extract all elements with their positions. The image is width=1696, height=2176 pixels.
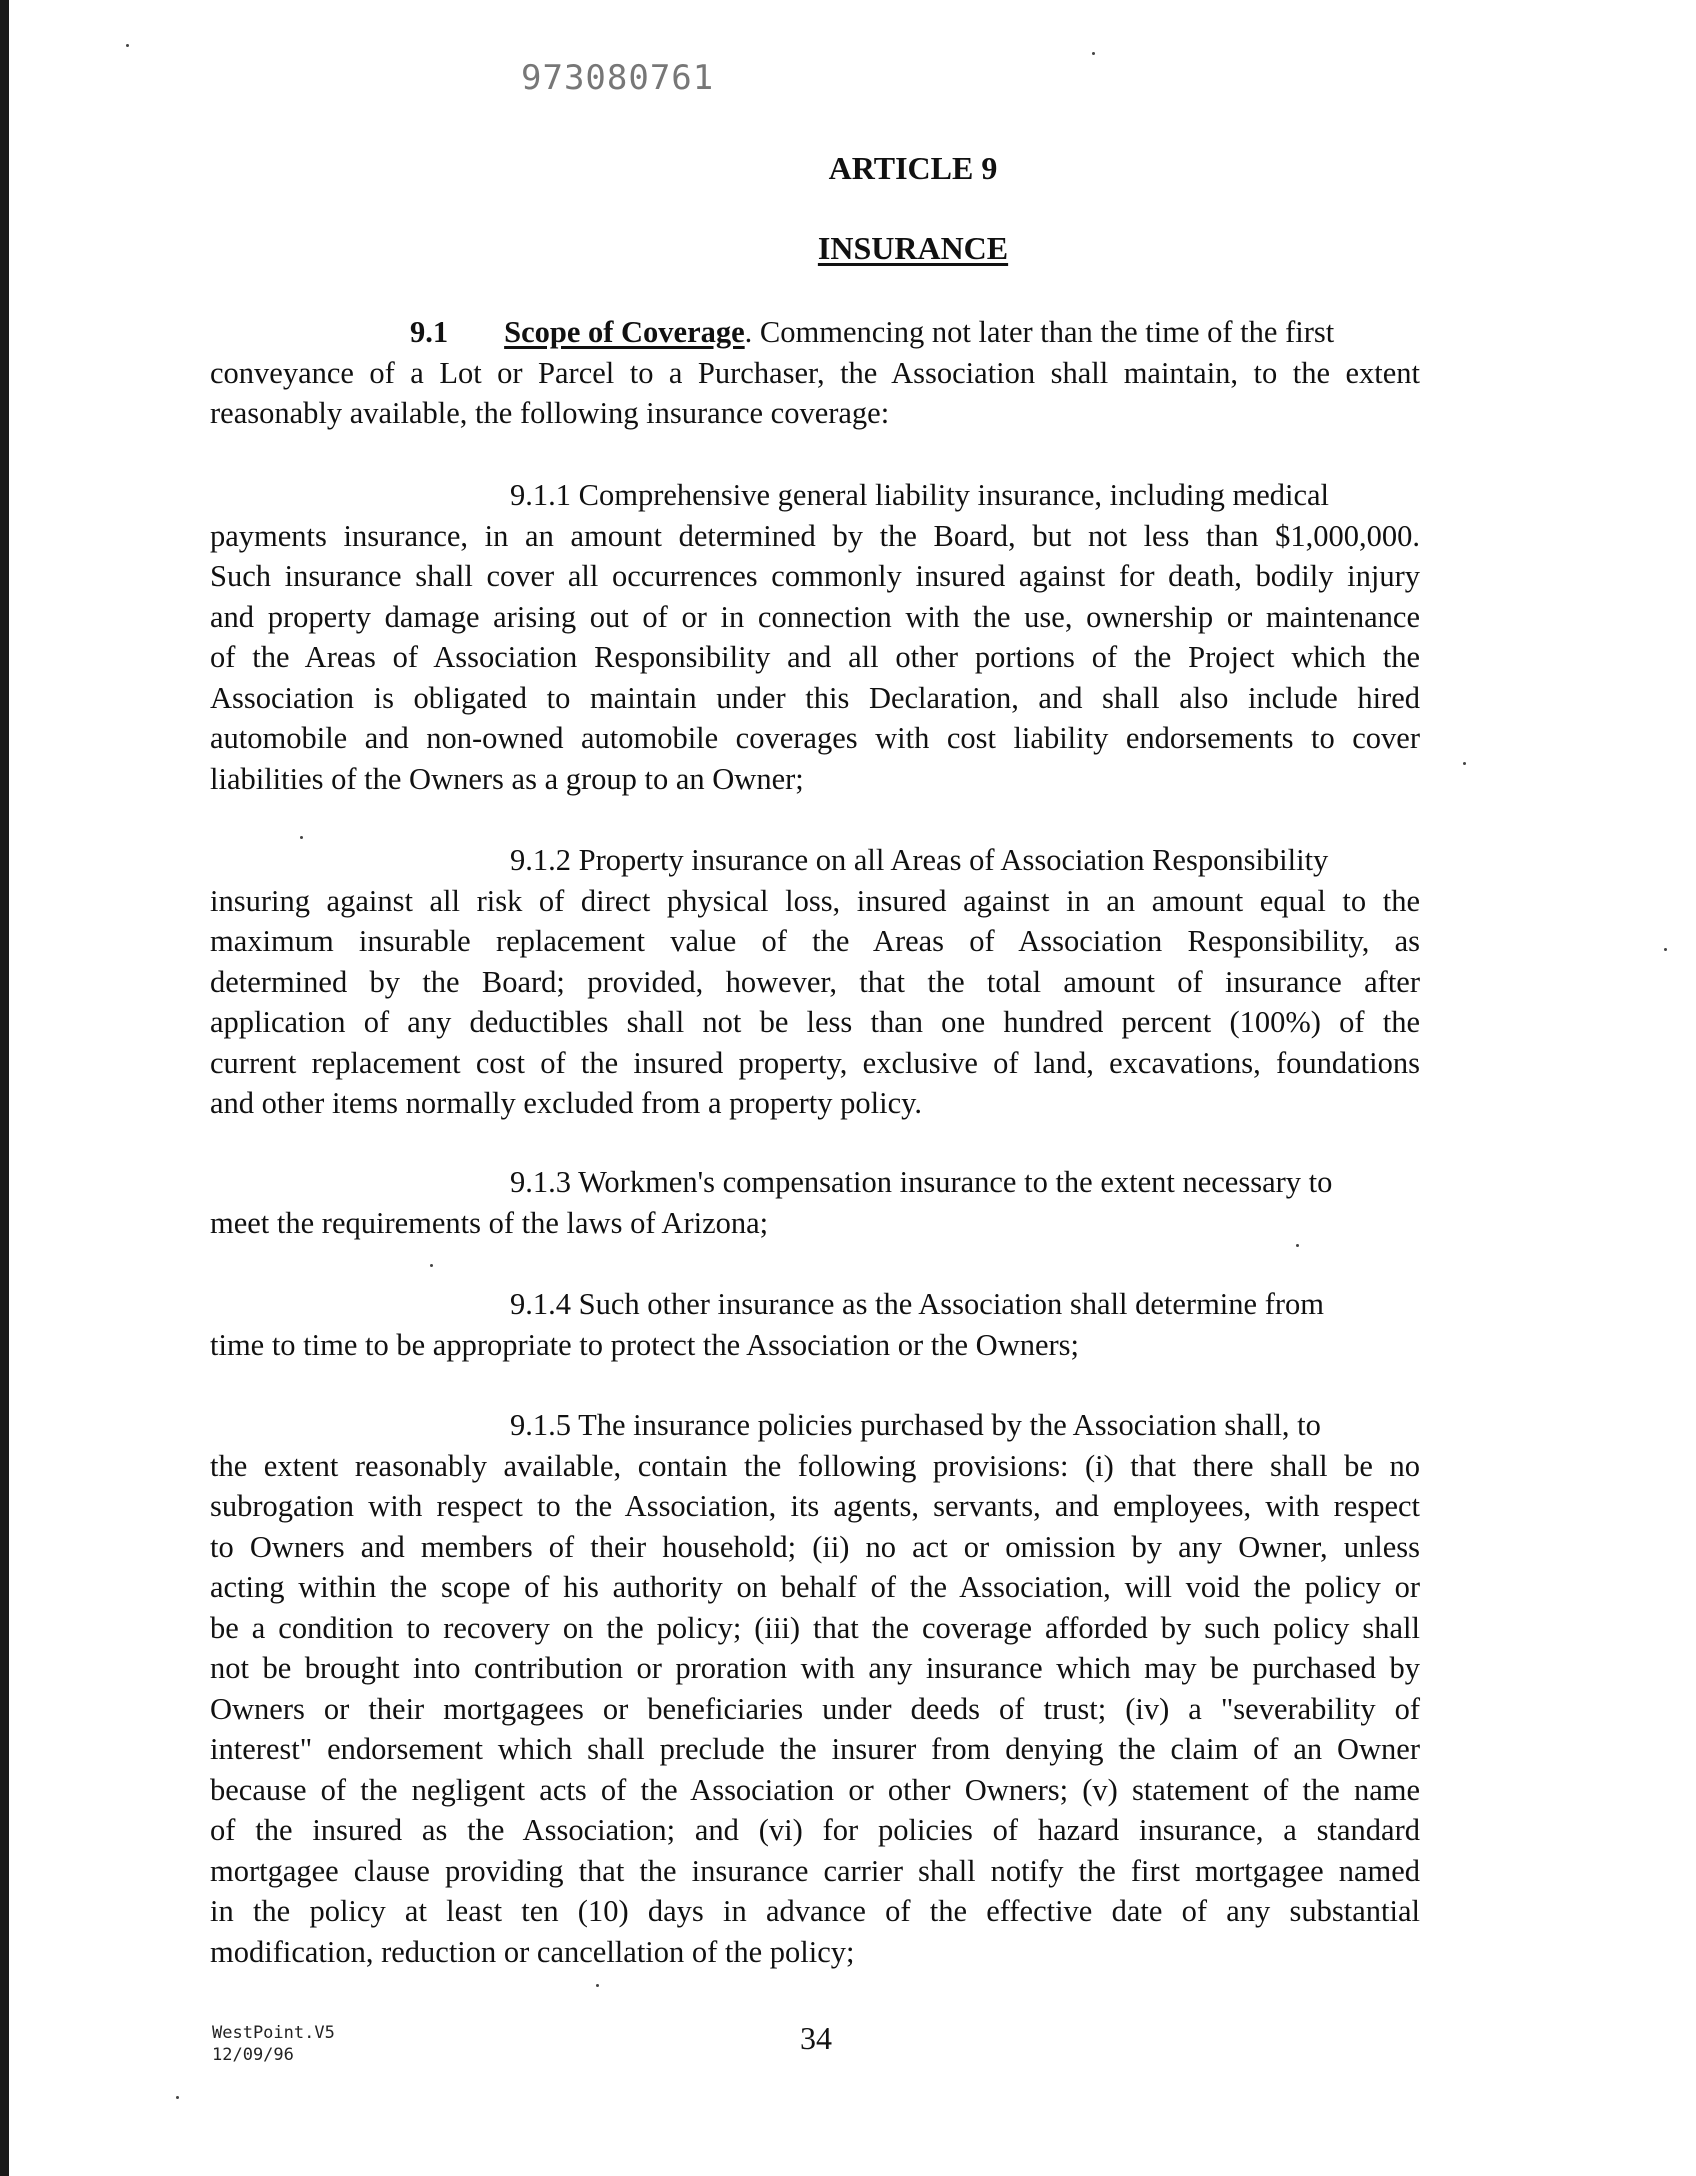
- paragraph-line: of the Areas of Association Responsibility and all other portions of the Project which the: [210, 640, 1420, 674]
- paragraph-line: mortgagee clause providing that the insurance carrier shall notify the first mortgagee named: [210, 1853, 1420, 1888]
- paragraph-line: and property damage arising out of or in connection with the use, ownership or maintenance: [210, 599, 1420, 634]
- paragraph-line: reasonably available, the following insurance coverage:: [210, 396, 890, 430]
- paragraph-line: Association is obligated to maintain under this Declaration, and shall also include hired: [210, 680, 1420, 715]
- paragraph-line: 9.1.3 Workmen's compensation insurance to the extent necessary to: [510, 1165, 1333, 1199]
- footer-date: 12/09/96: [212, 2045, 294, 2065]
- scan-left-edge: [0, 0, 9, 2176]
- section-title: Scope of Coverage: [504, 315, 745, 349]
- paragraph-line: 9.1.4 Such other insurance as the Association shall determine from: [510, 1287, 1324, 1321]
- paragraph-line: conveyance of a Lot or Parcel to a Purchaser, the Association shall maintain, to the extent: [210, 355, 1420, 390]
- paragraph-line: not be brought into contribution or proration with any insurance which may be purchased by: [210, 1651, 1420, 1685]
- paragraph-line: meet the requirements of the laws of Arizona;: [210, 1205, 769, 1240]
- scan-speck: [176, 2096, 179, 2099]
- paragraph-line: the extent reasonably available, contain the following provisions: (i) that there shall be no: [210, 1448, 1420, 1483]
- paragraph-line: subrogation with respect to the Association, its agents, servants, and employees, with respect: [210, 1489, 1420, 1523]
- paragraph-line: 9.1.5 The insurance policies purchased by the Association shall, to: [510, 1408, 1321, 1442]
- paragraph-line: to Owners and members of their household; (ii) no act or omission by any Owner, unless: [210, 1529, 1420, 1564]
- footer-file-name: WestPoint.V5: [212, 2023, 335, 2043]
- paragraph-line: 9.1.2 Property insurance on all Areas of Association Responsibility: [510, 843, 1329, 877]
- paragraph-line: insuring against all risk of direct physical loss, insured against in an amount equal to the: [210, 883, 1420, 918]
- paragraph-9-1-5: [210, 1405, 1420, 1972]
- paragraph-line: time to time to be appropriate to protect the Association or the Owners;: [210, 1327, 1080, 1362]
- paragraph-line: because of the negligent acts of the Association or other Owners; (v) statement of the name: [210, 1772, 1420, 1807]
- section-heading: INSURANCE: [817, 230, 1009, 266]
- scan-speck: [596, 1984, 599, 1987]
- article-title: ARTICLE 9: [828, 150, 998, 186]
- paragraph-line: and other items normally excluded from a property policy.: [210, 1086, 923, 1120]
- paragraph-line: automobile and non-owned automobile coverages with cost liability endorsements to cover: [210, 721, 1420, 755]
- paragraph-line: be a condition to recovery on the policy; (iii) that the coverage afforded by such policy shall: [210, 1610, 1420, 1645]
- footer-file-info: [212, 2022, 335, 2066]
- paragraph-line: in the policy at least ten (10) days in advance of the effective date of any substantial: [210, 1894, 1420, 1928]
- paragraph-line: Such insurance shall cover all occurrences commonly insured against for death, bodily injury: [210, 559, 1420, 593]
- paragraph-line: determined by the Board; provided, however, that the total amount of insurance after: [210, 964, 1420, 999]
- paragraph-line: modification, reduction or cancellation of the policy;: [210, 1934, 855, 1969]
- paragraph-line: interest" endorsement which shall preclude the insurer from denying the claim of an Owner: [210, 1732, 1420, 1766]
- paragraph-line: application of any deductibles shall not be less than one hundred percent (100%) of the: [210, 1005, 1420, 1039]
- paragraph-line: 9.1.1 Comprehensive general liability insurance, including medical: [510, 478, 1330, 512]
- paragraph-line: of the insured as the Association; and (vi) for policies of hazard insurance, a standard: [210, 1813, 1420, 1847]
- scan-speck: [1664, 948, 1667, 951]
- paragraph-9-1: [210, 312, 1420, 434]
- section-number: 9.1: [410, 315, 449, 349]
- paragraph-9-1-4: [210, 1284, 1420, 1365]
- scan-speck: [1463, 762, 1466, 765]
- scan-speck: [1296, 1244, 1299, 1247]
- scan-speck: [430, 1264, 433, 1267]
- scan-speck: [126, 44, 129, 47]
- paragraph-line: payments insurance, in an amount determined by the Board, but not less than $1,000,000.: [210, 518, 1420, 553]
- paragraph-9-1-3: [210, 1162, 1420, 1243]
- paragraph-line: [210, 312, 1420, 353]
- document-id-stamp: 973080761: [521, 58, 715, 98]
- scan-speck: [300, 836, 303, 839]
- page-number: 34: [800, 2020, 832, 2056]
- paragraph-9-1-1: [210, 475, 1420, 799]
- scan-speck: [1092, 52, 1095, 55]
- paragraph-line: Owners or their mortgagees or beneficiaries under deeds of trust; (iv) a "severability of: [210, 1691, 1420, 1726]
- paragraph-line: maximum insurable replacement value of the Areas of Association Responsibility, as: [210, 924, 1420, 958]
- paragraph-line: liabilities of the Owners as a group to an Owner;: [210, 761, 804, 796]
- paragraph-9-1-2: [210, 840, 1420, 1124]
- paragraph-line: acting within the scope of his authority on behalf of the Association, will void the policy or: [210, 1570, 1420, 1604]
- paragraph-text: . Commencing not later than the time of the first: [744, 315, 1335, 349]
- paragraph-line: current replacement cost of the insured property, exclusive of land, excavations, foundations: [210, 1045, 1420, 1080]
